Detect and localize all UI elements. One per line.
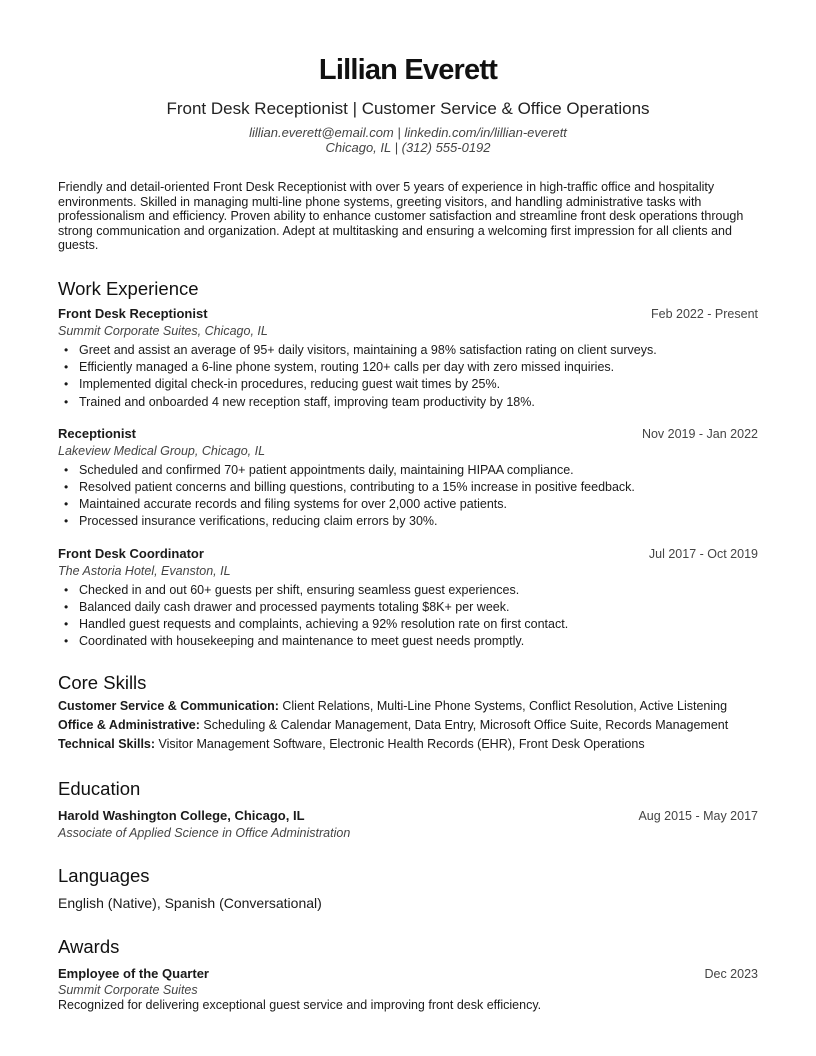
bullet-icon: • xyxy=(64,462,69,477)
bullet-icon: • xyxy=(64,360,69,375)
job-title: Receptionist xyxy=(58,425,137,441)
skill-values: Scheduling & Calendar Management, Data Entry, Microsoft Office Suite, Records Management xyxy=(203,718,729,733)
section-title-awards: Awards xyxy=(58,936,120,958)
bullet-item: • Resolved patient concerns and billing questions, contributing to a 15% increase in positive feedback. xyxy=(58,479,758,496)
headline: Front Desk Receptionist | Customer Service & Office Operations xyxy=(166,99,650,118)
job-entry xyxy=(58,306,758,411)
bullet-item: • Trained and onboarded 4 new reception staff, improving team productivity by 18%. xyxy=(58,394,758,411)
skill-row xyxy=(58,699,758,713)
candidate-name: Lillian Everett xyxy=(318,54,498,86)
skill-row xyxy=(58,737,758,751)
job-dates: Nov 2019 - Jan 2022 xyxy=(641,426,758,441)
bullet-item: • Checked in and out 60+ guests per shift, ensuring seamless guest experiences. xyxy=(58,582,758,599)
bullet-item: • Efficiently managed a 6-line phone system, routing 120+ calls per day with zero missed inquiries. xyxy=(58,359,758,376)
job-organization: Lakeview Medical Group, Chicago, IL xyxy=(58,443,266,458)
bullet-icon: • xyxy=(64,617,69,631)
job-dates: Feb 2022 - Present xyxy=(650,306,758,321)
section-title-education: Education xyxy=(58,778,141,800)
job-bullets xyxy=(58,342,758,411)
bullet-icon: • xyxy=(64,634,69,649)
school-name: Harold Washington College, Chicago, IL xyxy=(58,808,305,824)
bullet-item: • Implemented digital check-in procedures, reducing guest wait times by 25%. xyxy=(58,376,758,393)
contact-line-email-linkedin: lillian.everett@email.com | linkedin.com/in/lillian-everett xyxy=(249,125,567,140)
bullet-icon: • xyxy=(64,582,69,597)
bullet-icon: • xyxy=(64,514,69,529)
skill-values: Client Relations, Multi-Line Phone Systems, Conflict Resolution, Active Listening xyxy=(282,699,728,714)
job-title: Front Desk Receptionist xyxy=(58,305,208,321)
bullet-icon: • xyxy=(64,599,69,614)
bullet-icon: • xyxy=(64,497,69,512)
education-dates: Aug 2015 - May 2017 xyxy=(638,809,758,824)
job-entry xyxy=(58,426,758,531)
skill-label: Customer Service & Communication: xyxy=(58,699,279,714)
bullet-item: • Greet and assist an average of 95+ daily visitors, maintaining a 98% satisfaction rating on client surveys. xyxy=(58,342,758,359)
degree: Associate of Applied Science in Office Administration xyxy=(58,826,351,841)
skill-values: Visitor Management Software, Electronic Health Records (EHR), Front Desk Operations xyxy=(158,737,645,752)
section-title-core-skills: Core Skills xyxy=(58,672,147,694)
contact-line-location-phone: Chicago, IL | (312) 555-0192 xyxy=(325,140,491,155)
skill-row xyxy=(58,718,758,732)
job-dates: Jul 2017 - Oct 2019 xyxy=(648,546,758,561)
skill-label: Technical Skills: xyxy=(58,737,156,752)
job-title: Front Desk Coordinator xyxy=(58,545,204,561)
job-organization: The Astoria Hotel, Evanston, IL xyxy=(58,563,231,578)
professional-summary: Friendly and detail-oriented Front Desk Receptionist with over 5 years of experience in high-traffic office and hospitality environments. Skilled in managing multi-line phone systems, greeting visitors, and handling administrative tasks with professionalism and efficiency. Proven ability to enhance customer satisfaction and streamline front desk operations through strong communication and organization. Adept at multitasking and ensuring a welcoming first impression for all clients and guests. xyxy=(58,180,744,253)
award-organization: Summit Corporate Suites xyxy=(58,983,198,998)
bullet-item: • Processed insurance verifications, reducing claim errors by 30%. xyxy=(58,513,758,530)
job-bullets xyxy=(58,462,758,531)
job-bullets xyxy=(58,582,758,651)
job-entry xyxy=(58,546,758,651)
section-title-work-experience: Work Experience xyxy=(58,277,199,299)
bullet-item: • Balanced daily cash drawer and processed payments totaling $8K+ per week. xyxy=(58,599,758,616)
bullet-item: • Maintained accurate records and filing systems for over 2,000 active patients. xyxy=(58,496,758,513)
skill-label: Office & Administrative: xyxy=(58,718,200,733)
bullet-icon: • xyxy=(64,342,69,357)
job-organization: Summit Corporate Suites, Chicago, IL xyxy=(58,323,268,338)
skills-list xyxy=(58,699,758,751)
bullet-icon: • xyxy=(64,377,69,392)
bullet-icon: • xyxy=(64,479,69,494)
bullet-item: • Handled guest requests and complaints, achieving a 92% resolution rate on first contact. xyxy=(58,616,758,633)
award-date: Dec 2023 xyxy=(704,967,758,982)
bullet-icon: • xyxy=(64,394,69,409)
award-title: Employee of the Quarter xyxy=(58,966,209,982)
education-entry xyxy=(58,808,758,841)
languages-list: English (Native), Spanish (Conversational) xyxy=(58,895,322,912)
award-entry xyxy=(58,966,758,1012)
section-title-languages: Languages xyxy=(58,865,150,887)
bullet-item: • Scheduled and confirmed 70+ patient appointments daily, maintaining HIPAA compliance. xyxy=(58,462,758,479)
bullet-item: • Coordinated with housekeeping and maintenance to meet guest needs promptly. xyxy=(58,633,758,650)
award-description: Recognized for delivering exceptional guest service and improving front desk efficiency. xyxy=(58,998,542,1013)
